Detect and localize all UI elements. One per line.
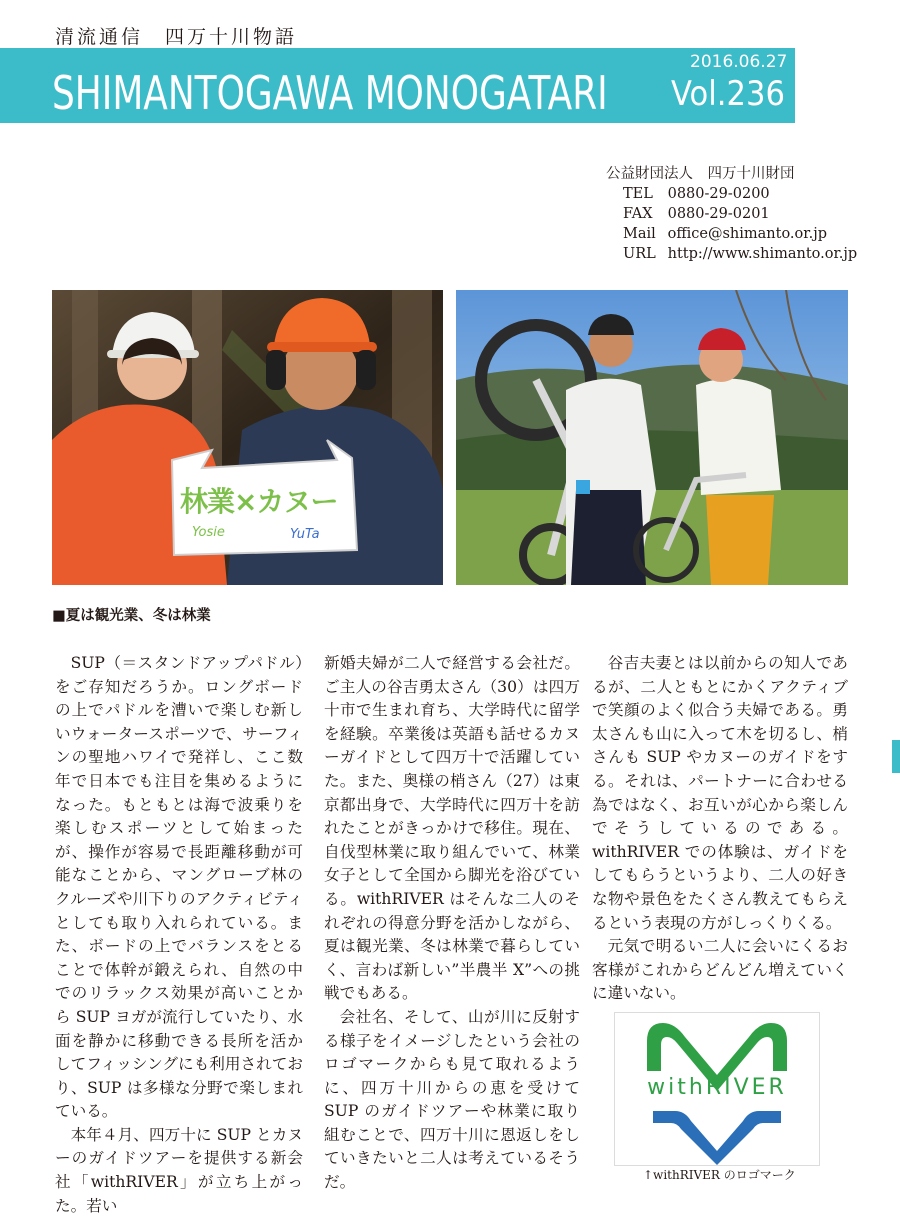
newsletter-title: SHIMANTOGAWA MONOGATARI (52, 66, 608, 120)
withriver-logo-text: withRIVER (647, 1075, 787, 1100)
withriver-logo (614, 1012, 820, 1166)
tel-row (606, 184, 857, 204)
mail-label: Mail (623, 226, 656, 242)
article-column-2 (324, 652, 580, 1195)
volume-number: Vol.236 (671, 74, 785, 114)
photo-mountain-bikes (456, 290, 848, 585)
paragraph-withriver-launch: 本年４月、四万十に SUP とカヌーのガイドツアーを提供する新会社「withRIVER」が立ち上がった。若い (55, 1125, 303, 1215)
page-edge-marker (892, 740, 900, 773)
japanese-series-title: 清流通信 四万十川物語 (55, 26, 298, 48)
paragraph-company-name: 会社名、そして、山が川に反射する様子をイメージしたという会社のロゴマークからも見て取れるように、四万十川からの恵を受けて SUP のガイドツアーや林業に取り組むことで、四万十川に恩返しをしていきたいと二人は考えているそうだ。 (324, 1007, 580, 1192)
photo-forestry-couple (52, 290, 443, 585)
url-row (606, 244, 857, 264)
photo-forestry-illustration (52, 290, 443, 585)
mail-link[interactable]: office@shimanto.or.jp (667, 226, 827, 242)
photo-bikes-illustration (456, 290, 848, 585)
fax-row (606, 204, 857, 224)
sign-main-text: 林業×カヌー (180, 485, 338, 518)
fax-label: FAX (623, 206, 653, 222)
paragraph-sup-intro: SUP（＝スタンドアップパドル）をご存知だろうか。ロングボードの上でパドルを漕いで楽しむ新しいウォータースポーツで、サーフィンの聖地ハワイで発祥し、ここ数年で日本でも注目を集めるようになった。もともとは海で波乗りを楽しむスポーツとして始まったが、操作が容易で長距離移動が可能なことから、マングローブ林のクルーズや川下りのアクティビティとしても取り入れられている。また、ボードの上でバランスをとることで体幹が鍛えられ、自然の中でのリラックス効果が高いことから SUP ヨガが流行していたり、水面を静かに移動できる長所を活かしてフィッシングにも利用されており、SUP は多様な分野で楽しまれている。 (55, 654, 303, 1121)
tel-value: 0880-29-0200 (667, 186, 770, 202)
paragraph-author-impression: 谷吉夫妻とは以前からの知人であるが、二人ともとにかくアクティブで笑顔のよく似合う夫婦である。勇太さんも山に入って木を切るし、梢さんも SUP やカヌーのガイドをする。それは、パートナーに合わせる為ではなく、お互いが心から楽しんでそうしているのである。withRIVER での体験は、ガイドをしてもらうというより、二人の好きな物や景色をたくさん教えてもらえるという表現の方がしっくりくる。 (592, 654, 848, 932)
title-banner (0, 48, 795, 123)
photo-caption: ■夏は観光業、冬は林業 (52, 607, 211, 624)
url-label: URL (623, 246, 656, 262)
sign-name-right: YuTa (290, 527, 320, 542)
paragraph-couple-profile: 新婚夫婦が二人で経営する会社だ。ご主人の谷吉勇太さん（30）は四万十市で生まれ育ち、大学時代に留学を経験。卒業後は英語も話せるカヌーガイドとして四万十で活躍していた。また、奥様の梢さん（27）は東京都出身で、大学時代に四万十を訪れたことがきっかけで移住。現在、自伐型林業に取り組んでいて、林業女子として全国から脚光を浴びている。withRIVER はそんな二人のそれぞれの得意分野を活かしながら、夏は観光業、冬は林業で暮らしていく、言わば新しい”半農半 X”への挑戦でもある。 (324, 654, 580, 1003)
url-link[interactable]: http://www.shimanto.or.jp (667, 246, 858, 262)
paragraph-closing: 元気で明るい二人に会いにくるお客様がこれからどんどん増えていくに違いない。 (592, 937, 848, 1003)
logo-caption: ↑withRIVER のロゴマーク (643, 1168, 796, 1182)
sign-name-left: Yosie (192, 525, 225, 540)
organization-name: 公益財団法人 四万十川財団 (606, 166, 795, 182)
issue-date: 2016.06.27 (690, 52, 788, 72)
contact-info (606, 164, 857, 264)
mail-row (606, 224, 857, 244)
fax-value: 0880-29-0201 (667, 206, 770, 222)
article-column-3 (592, 652, 848, 1006)
article-column-1 (55, 652, 303, 1218)
tel-label: TEL (623, 186, 653, 202)
